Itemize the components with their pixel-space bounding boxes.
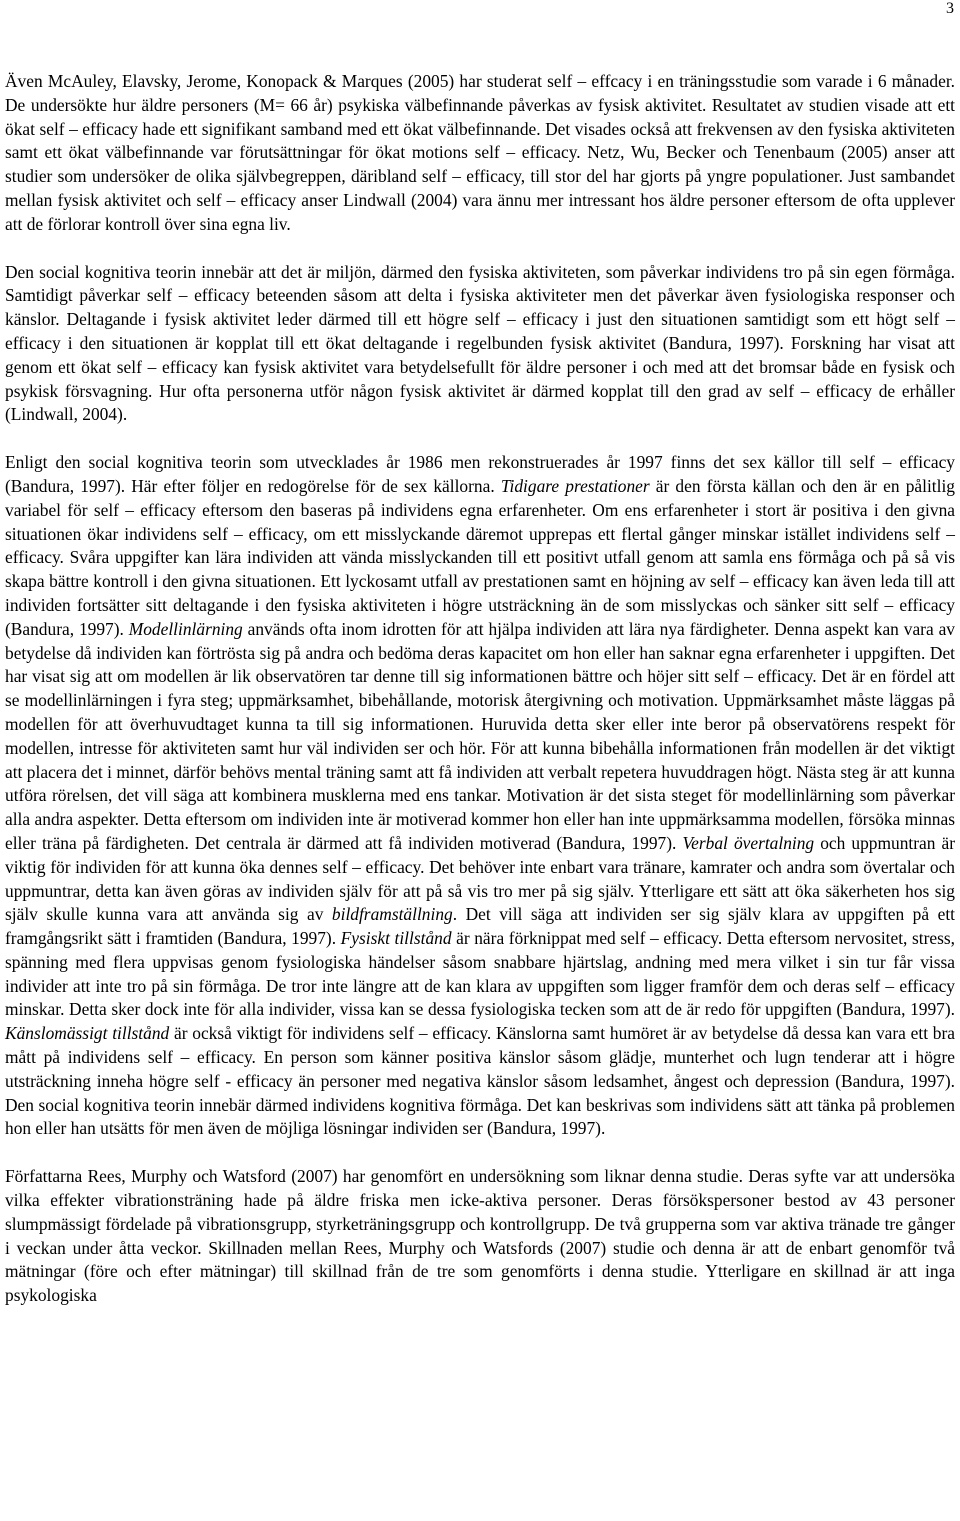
italic-term-verbal-overtalning: Verbal övertalning [682, 832, 815, 853]
text-segment: och uppmuntran är viktig för individen för att kunna öka dennes self – efficacy. Det behöver inte enbart vara tränare, kamrater och andra som övertalar och uppmuntrar, detta kan även göras av individen själv för att på så vis tro mer på sig själv. Ytterligare ett sätt att öka säkerheten hos sig själv skulle kunna vara att använda sig av [5, 832, 956, 925]
body-text [5, 70, 955, 1308]
text-segment: är nära förknippat med self – efficacy. Detta eftersom nervositet, stress, spänning med flera uppvisas genom fysiologiska händelser såsom snabbare hjärtslag, andning med mera vilket i sin tur får vissa individer att inte tro på sin förmåga. De tror inte längre att de kan klara av uppgiften som ligger framför dem och deras self – efficacy minskar. Detta sker dock inte för alla individer, vissa kan se dessa fysiologiska tecken som att de är redo för uppgiften (Bandura, 1997). [5, 928, 955, 1020]
text-segment: Författarna Rees, Murphy och Watsford (2007) har genomfört en undersökning som liknar denna studie. Deras syfte var att undersöka vilka effekter vibrationsträning hade på äldre friska men icke-aktiva personer. Deras försökspersoner bestod av 43 personer slumpmässigt fördelade på vibrationsgrupp, styrketräningsgrupp och kontrollgrupp. De två grupperna som var aktiva tränade tre gånger i veckan under åtta veckor. Skillnaden mellan Rees, Murphy och Watsfords (2007) studie och denna är att de enbart genomför två mätningar (före och efter mätningar) till skillnad från de tre som genomförts i denna studie. Ytterligare en skillnad är att inga psykologiska [5, 1166, 955, 1306]
paragraph-3 [5, 451, 955, 1141]
italic-term-bildframstallning: bildframställning [331, 904, 453, 925]
text-segment: används ofta inom idrotten för att hjälpa individen att lära nya färdigheter. Denna aspekt kan vara av betydelse då individen kan förtrösta sig på andra och bedöma deras kapacitet om hon eller han saknar egna erfarenheter i uppgiften. Det har visat sig att om modellen är lik observatören tar denne till sig informationen bättre och höjer sitt self – efficacy. Det är en fördel att se modellinlärningen i fyra steg; uppmärksamhet, bibehållande, motorisk återgivning och motivation. Uppmärksamhet måste läggas på modellen för att överhuvudtaget kunna ta till sig informationen. Huruvida detta sker eller inte beror på observatörens respekt för modellen, intresse för aktiviteten samt hur väl individen ser och hör. För att kunna bibehålla informationen från modellen är det viktigt att placera det i minnet, därför behövs mental träning samt att få individen att verbalt repetera huvuddragen högt. Nästa steg är att kunna utföra rörelsen, det vill säga att kombinera musklerna med ens tankar. Motivation är det sista steget för modellinlärning som påverkar alla andra aspekter. Detta eftersom om individen inte är motiverad kommer hon eller han inte uppmärksamma modellen, försöka minnas eller träna på färdigheten. Det centrala är därmed att få individen motiverad (Bandura, 1997). [5, 618, 955, 853]
page-number: 3 [946, 0, 954, 17]
text-segment: . Det vill säga att individen ser sig själv klara av uppgiften på ett framgångsrikt sätt i framtiden (Bandura, 1997). [5, 904, 955, 949]
italic-term-fysiskt-tillstand: Fysiskt tillstånd [340, 928, 452, 949]
paragraph-4 [5, 1165, 955, 1308]
text-segment: är också viktigt för individens self – efficacy. Känslorna samt humöret är av betydelse då dessa kan vara ett bra mått på individens self – efficacy. En person som känner positiva känslor såsom glädje, munterhet och lugn tenderar att i högre utsträckning inneha högre self - efficacy än personer med negativa känslor såsom ledsamhet, ångest och depression (Bandura, 1997). Den social kognitiva teorin innebär därmed individens kognitiva förmåga. Det kan beskrivas som individens sätt att tänka på problemen hon eller han utsätts för men även de möjliga lösningar individen ser (Bandura, 1997). [5, 1023, 955, 1139]
italic-term-tidigare-prestationer: Tidigare prestationer [500, 475, 650, 496]
text-segment: Den social kognitiva teorin innebär att det är miljön, därmed den fysiska aktiviteten, som påverkar individens tro på sin egen förmåga. Samtidigt påverkar self – efficacy beteenden såsom att delta i fysiska aktiviteter men det påverkar även fysiologiska responser och känslor. Deltagande i fysisk aktivitet leder därmed till ett högre self – efficacy i just den situationen samtidigt som ett högt self – efficacy i den situationen är kopplat till ett ökat deltagande i regelbunden fysisk aktivitet (Bandura, 1997). Forskning har visat att genom ett ökat self – efficacy kan fysisk aktivitet vara betydelsefullt för äldre personer i och med att det bromsar både en fysisk och psykisk försvagning. Hur ofta personerna utför någon fysisk aktivitet är därmed kopplat till den grad av self – efficacy de erhåller (Lindwall, 2004). [5, 261, 955, 425]
italic-term-kanslomassigt-tillstand: Känslomässigt tillstånd [5, 1023, 170, 1044]
text-segment: Enligt den social kognitiva teorin som utvecklades år 1986 men rekonstruerades år 1997 finns det sex källor till self – efficacy (Bandura, 1997). Här efter följer en redogörelse för de sex källorna. [5, 452, 955, 496]
text-segment: är den första källan och den är en pålitlig variabel för self – efficacy eftersom den baseras på individens egna erfarenheter. Om ens erfarenheter i stort är positiva i den givna situationen ökar individens self – efficacy, om ett misslyckande däremot upprepas ett flertal gånger minskar istället individens self – efficacy. Svåra uppgifter kan lära individen att vända misslyckanden till ett positivt utfall genom att samla ens förmåga och på så vis skapa bättre kontroll i den givna situationen. Ett lyckosamt utfall av prestationen samt en höjning av self – efficacy kan även leda till att individen fortsätter sitt deltagande i den fysiska aktiviteten i högre utsträckning än de som misslyckas och sänker sitt self – efficacy (Bandura, 1997). [5, 475, 955, 639]
paragraph-2 [5, 261, 955, 428]
italic-term-modellinlarning: Modellinlärning [128, 618, 243, 639]
paragraph-1 [5, 70, 955, 237]
text-segment: Även McAuley, Elavsky, Jerome, Konopack & Marques (2005) har studerat self – effcacy i en träningsstudie som varade i 6 månader. De undersökte hur äldre personers (M= 66 år) psykiska välbefinnande påverkas av fysisk aktivitet. Resultatet av studien visade att ett ökat self – efficacy hade ett signifikant samband med ett ökat välbefinnande. Det visades också att frekvensen av den fysiska aktiviteten samt ett ökat välbefinnande var förutsättningar för ökat motions self – efficacy. Netz, Wu, Becker och Tenenbaum (2005) anser att studier som undersöker de olika självbegreppen, däribland self – efficacy, till stor del har gjorts på yngre populationer. Just sambandet mellan fysisk aktivitet och self – efficacy anser Lindwall (2004) vara ännu mer intressant hos äldre personer eftersom de ofta upplever att de förlorar kontroll över sina egna liv. [5, 71, 955, 234]
